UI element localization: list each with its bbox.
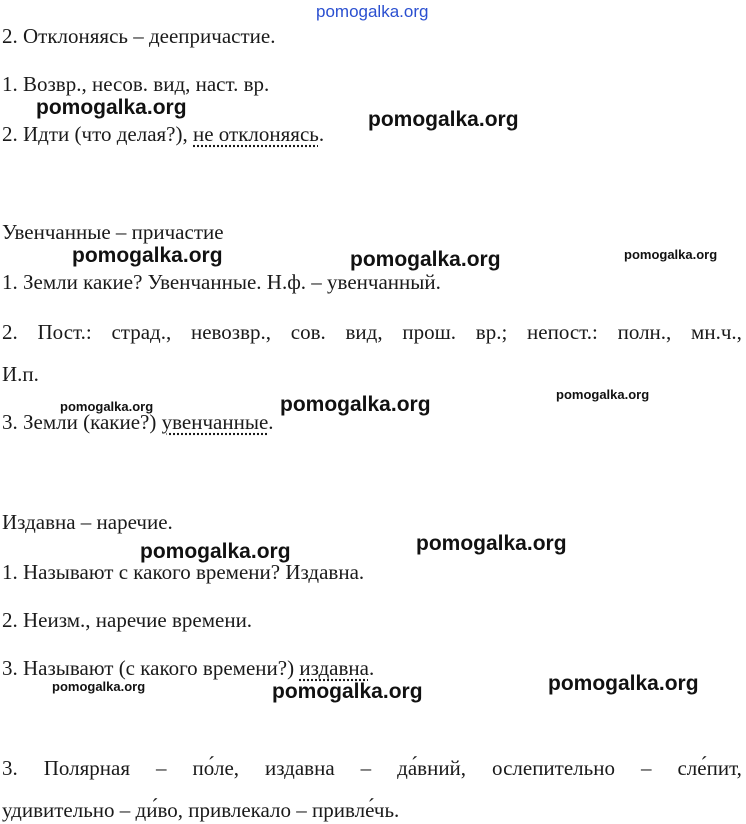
watermark: pomogalka.org (624, 247, 718, 262)
text-line-1: 2. Отклоняясь – деепричастие. (2, 24, 276, 48)
watermark: pomogalka.org (416, 532, 567, 555)
text-line-5: 1. Земли какие? Увенчанные. Н.ф. – увенчанный. (2, 270, 441, 294)
word: страд., (111, 320, 172, 344)
line-8-pre: 3. Земли (какие?) (2, 410, 162, 434)
watermark-top: pomogalka.org (316, 2, 429, 21)
watermark: pomogalka.org (368, 108, 519, 131)
watermark: pomogalka.org (140, 540, 291, 563)
line-8-post: . (268, 410, 274, 434)
word: Пост.: (37, 320, 92, 344)
word: прош. (402, 320, 457, 344)
watermark: pomogalka.org (556, 387, 650, 402)
word: 2. (2, 320, 18, 344)
watermark: pomogalka.org (548, 672, 699, 695)
text-line-3 (2, 122, 324, 146)
watermark: pomogalka.org (72, 244, 223, 267)
word: невозвр., (190, 320, 272, 344)
heading-uvenchannye: Увенчанные – причастие (2, 220, 224, 244)
watermark: pomogalka.org (272, 680, 423, 703)
underlined-word-3: издавна (299, 656, 369, 680)
word: сов. (290, 320, 326, 344)
line-12-pre: 3. Называют (с какого времени?) (2, 656, 300, 680)
word: сле́пит, (677, 756, 742, 780)
line-3-pre: 2. Идти (что делая?), (2, 122, 193, 146)
word: издавна (265, 756, 335, 780)
text-line-11: 2. Неизм., наречие времени. (2, 608, 253, 632)
underlined-word-1: не отклоняясь (193, 122, 319, 146)
word: вид, (345, 320, 383, 344)
heading-izdavna: Издавна – наречие. (2, 510, 173, 534)
watermark: pomogalka.org (36, 96, 187, 119)
text-line-10: 1. Называют с какого времени? Издавна. (2, 560, 365, 584)
text-line-12 (2, 656, 374, 680)
word: мн.ч., (691, 320, 742, 344)
word: 3. (2, 756, 18, 780)
word: Полярная (43, 756, 130, 780)
text-line-14: удивительно – ди́во, привлекало – привле́чь. (2, 798, 400, 822)
watermark: pomogalka.org (60, 399, 154, 414)
watermark: pomogalka.org (52, 679, 146, 694)
watermark: pomogalka.org (280, 393, 431, 416)
text-line-13 (2, 756, 742, 780)
word: ослепительно (492, 756, 615, 780)
watermark: pomogalka.org (350, 248, 501, 271)
word: да́вний, (397, 756, 467, 780)
word: непост.: (527, 320, 598, 344)
word: – (156, 756, 167, 780)
underlined-word-2: увенчанные (161, 410, 269, 434)
text-line-7: И.п. (2, 362, 39, 386)
word: полн., (617, 320, 672, 344)
text-line-2: 1. Возвр., несов. вид, наст. вр. (2, 72, 270, 96)
text-line-6 (2, 320, 742, 344)
line-12-post: . (368, 656, 375, 680)
line-3-post: . (318, 122, 325, 146)
word: – (640, 756, 652, 780)
word: – (360, 756, 372, 780)
word: по́ле, (192, 756, 240, 780)
word: вр.; (475, 320, 508, 344)
